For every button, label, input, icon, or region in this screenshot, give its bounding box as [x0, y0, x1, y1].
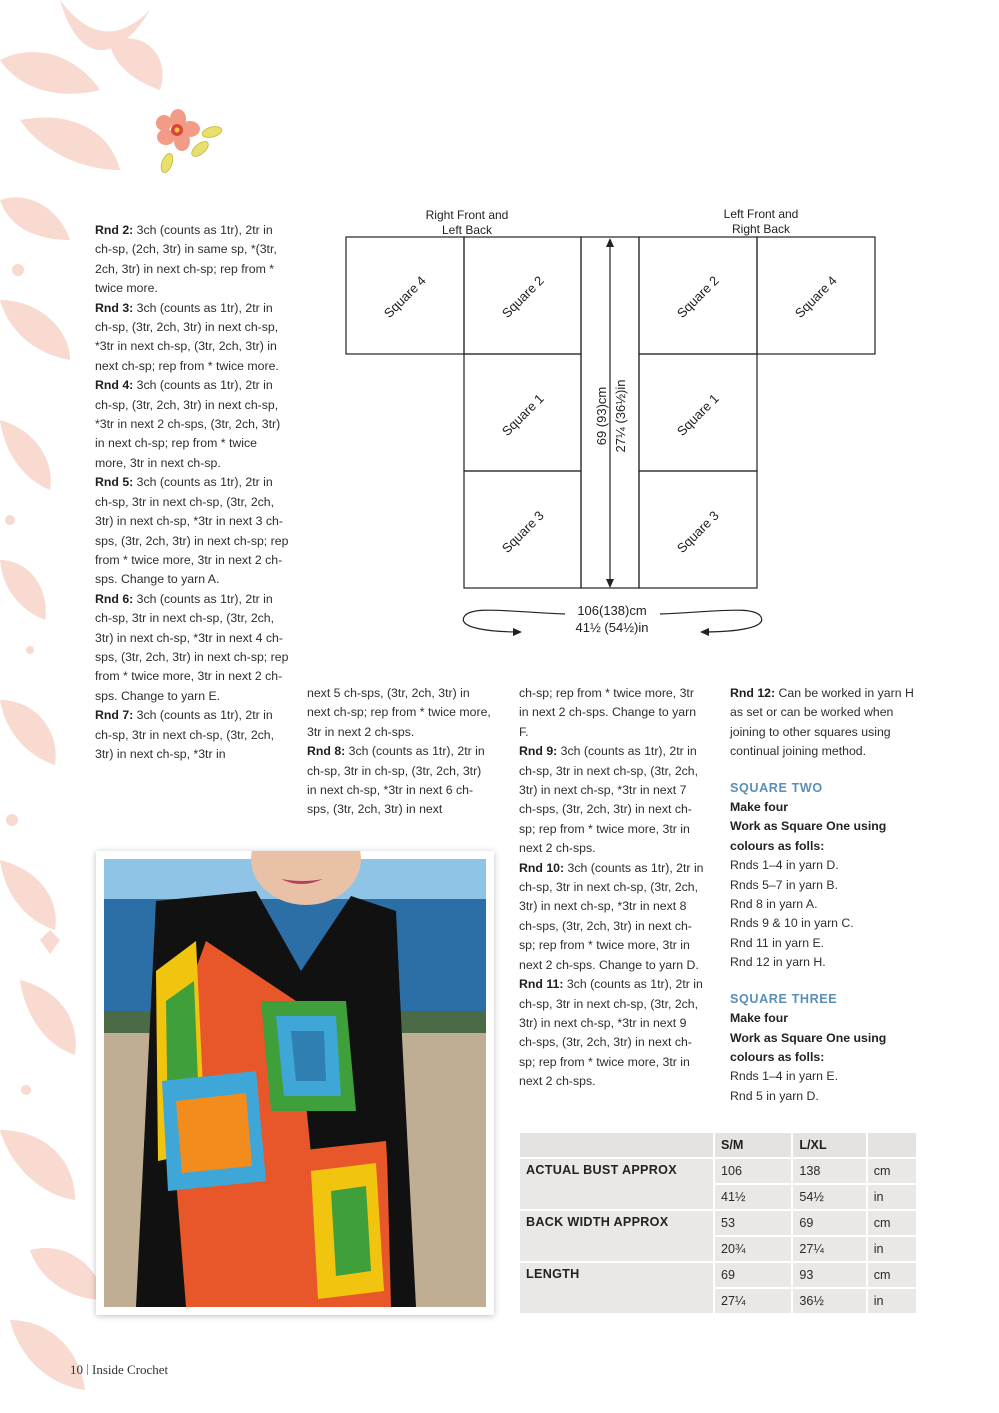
square-label: Square 1 — [673, 390, 722, 439]
colour-line: Rnds 1–4 in yarn E. — [730, 1069, 839, 1084]
pattern-column-1 — [95, 221, 290, 764]
round-instruction: Rnd 5: 3ch (counts as 1tr), 2tr in ch-sp, 3tr in next ch-sp, (3tr, 2ch, 3tr) in next ch-sp, *3tr in next 3 ch-sps, (3tr, 2ch, 3tr) in next ch-sp; rep from * twice more, 3tr in next 2 ch-sps. Change to yarn A. — [95, 475, 289, 587]
height-dimension-in: 27¼ (36½)in — [613, 379, 628, 453]
square-label: Square 2 — [673, 272, 722, 321]
make-count: Make four — [730, 1011, 789, 1026]
table-cell: 36½ — [791, 1289, 865, 1313]
magazine-name: Inside Crochet — [92, 1362, 169, 1377]
table-cell: 93 — [791, 1263, 865, 1287]
table-header-cell: S/M — [713, 1133, 791, 1157]
table-cell: 20¾ — [713, 1237, 791, 1261]
pattern-column-2 — [307, 684, 492, 820]
round-instruction: Rnd 11: 3ch (counts as 1tr), 2tr in ch-sp, 3tr in next ch-sp, (3tr, 2ch, 3tr) in next ch-sp, *3tr in next 9 ch-sps, (3tr, 2ch, 3tr) in next ch-sp; rep from * twice more, 3tr in next 2 ch-sps. — [519, 977, 703, 1089]
colour-instructions-heading: Work as Square One using colours as folls: — [730, 1030, 887, 1064]
unit-cell: in — [866, 1289, 916, 1313]
round-instruction: Rnd 9: 3ch (counts as 1tr), 2tr in ch-sp, 3tr in next ch-sp, (3tr, 2ch, 3tr) in next ch-sp, *3tr in next 7 ch-sps, (3tr, 2ch, 3tr) in next ch-sp; rep from * twice more, 3tr in next 2 ch-sps. — [519, 744, 699, 856]
unit-cell: in — [866, 1185, 916, 1209]
table-cell: 54½ — [791, 1185, 865, 1209]
flower-icon — [150, 105, 230, 180]
section-heading-square-three: SQUARE THREE — [730, 991, 838, 1006]
row-label: BACK WIDTH APPROX — [520, 1211, 713, 1261]
colour-line: Rnd 8 in yarn A. — [730, 897, 818, 912]
pattern-column-4 — [730, 684, 920, 1106]
round-instruction: Rnd 8: 3ch (counts as 1tr), 2tr in ch-sp, 3tr in ch-sp, (3tr, 2ch, 3tr) in next ch-sp, *3tr in next 6 ch-sps, (3tr, 2ch, 3tr) in next — [307, 744, 485, 817]
colour-line: Rnds 9 & 10 in yarn C. — [730, 916, 854, 931]
pattern-column-3 — [519, 684, 704, 1092]
table-row — [520, 1211, 916, 1235]
diagram-label-left-line2: Left Back — [441, 223, 493, 237]
colour-instructions-heading: Work as Square One using colours as folls: — [730, 819, 887, 853]
table-cell: 106 — [713, 1159, 791, 1183]
diagram-label-right-line1: Left Front and — [723, 207, 799, 221]
table-row — [520, 1159, 916, 1183]
table-cell: 41½ — [713, 1185, 791, 1209]
square-label: Square 3 — [498, 507, 547, 556]
table-cell: 69 — [713, 1263, 791, 1287]
table-row — [520, 1263, 916, 1287]
square-label: Square 3 — [673, 507, 722, 556]
round-instruction: next 5 ch-sps, (3tr, 2ch, 3tr) in next ch-sp; rep from * twice more, 3tr in next 2 ch-sps. — [307, 686, 491, 739]
unit-cell: cm — [866, 1159, 916, 1183]
diagram-label-left-line1: Right Front and — [425, 208, 509, 222]
round-instruction: Rnd 12: Can be worked in yarn H as set or can be worked when joining to other squares using continual joining method. — [730, 686, 914, 759]
colour-line: Rnds 1–4 in yarn D. — [730, 858, 839, 873]
page-footer — [70, 1362, 168, 1378]
table-cell: 69 — [791, 1211, 865, 1235]
diagram-label-right-line2: Right Back — [731, 222, 791, 236]
row-label: ACTUAL BUST APPROX — [520, 1159, 713, 1209]
table-header-cell — [866, 1133, 916, 1157]
colour-line: Rnd 11 in yarn E. — [730, 935, 825, 950]
width-dimension-cm: 106(138)cm — [577, 603, 647, 618]
square-label: Square 1 — [498, 390, 547, 439]
round-instruction: Rnd 3: 3ch (counts as 1tr), 2tr in ch-sp, (3tr, 2ch, 3tr) in next ch-sp, *3tr in next ch-sp, (3tr, 2ch, 3tr) in next ch-sp; rep from * twice more. — [95, 300, 279, 373]
unit-cell: in — [866, 1237, 916, 1261]
width-dimension-in: 41½ (54½)in — [575, 620, 649, 635]
table-header-cell: L/XL — [791, 1133, 865, 1157]
page-number: 10 — [70, 1362, 83, 1377]
table-header-row — [520, 1133, 916, 1157]
round-instruction: ch-sp; rep from * twice more, 3tr in next 2 ch-sps. Change to yarn F. — [519, 686, 697, 739]
model-photo — [96, 851, 494, 1315]
table-cell: 27¼ — [713, 1289, 791, 1313]
round-instruction: Rnd 4: 3ch (counts as 1tr), 2tr in ch-sp, (3tr, 2ch, 3tr) in next ch-sp, *3tr in next 2 ch-sps, (3tr, 2ch, 3tr) in next ch-sp; rep from * twice more, 3tr in next ch-sp. — [95, 378, 281, 470]
table-cell: 53 — [713, 1211, 791, 1235]
square-label: Square 2 — [498, 272, 547, 321]
table-cell: 27¼ — [791, 1237, 865, 1261]
size-table — [520, 1131, 916, 1315]
section-heading-square-two: SQUARE TWO — [730, 780, 823, 795]
colour-line: Rnd 12 in yarn H. — [730, 955, 826, 970]
row-label: LENGTH — [520, 1263, 713, 1313]
table-header-cell — [520, 1133, 713, 1157]
make-count: Make four — [730, 800, 789, 815]
unit-cell: cm — [866, 1211, 916, 1235]
table-cell: 138 — [791, 1159, 865, 1183]
round-instruction: Rnd 6: 3ch (counts as 1tr), 2tr in ch-sp, 3tr in next ch-sp, (3tr, 2ch, 3tr) in next ch-sp, *3tr in next 4 ch-sps, (3tr, 2ch, 3tr) in next ch-sp; rep from * twice more, 3tr in next 2 ch-sps. Change to yarn E. — [95, 591, 289, 703]
unit-cell: cm — [866, 1263, 916, 1287]
colour-line: Rnd 5 in yarn D. — [730, 1088, 819, 1103]
round-instruction: Rnd 7: 3ch (counts as 1tr), 2tr in ch-sp, 3tr in next ch-sp, (3tr, 2ch, 3tr) in next ch-sp, *3tr in — [95, 708, 275, 761]
square-label: Square 4 — [380, 272, 429, 321]
kimono-schematic-diagram — [330, 200, 890, 640]
colour-line: Rnds 5–7 in yarn B. — [730, 877, 839, 892]
round-instruction: Rnd 2: 3ch (counts as 1tr), 2tr in ch-sp, (2ch, 3tr) in same sp, *(3tr, 2ch, 3tr) in next ch-sp; rep from * twice more. — [95, 223, 277, 296]
square-label: Square 4 — [791, 272, 840, 321]
height-dimension-cm: 69 (93)cm — [594, 386, 609, 446]
round-instruction: Rnd 10: 3ch (counts as 1tr), 2tr in ch-sp, 3tr in next ch-sp, (3tr, 2ch, 3tr) in next ch-sp, *3tr in next 8 ch-sps, (3tr, 2ch, 3tr) in next ch-sp; rep from * twice more, 3tr in next 2 ch-sps. Change to yarn D. — [519, 860, 704, 972]
